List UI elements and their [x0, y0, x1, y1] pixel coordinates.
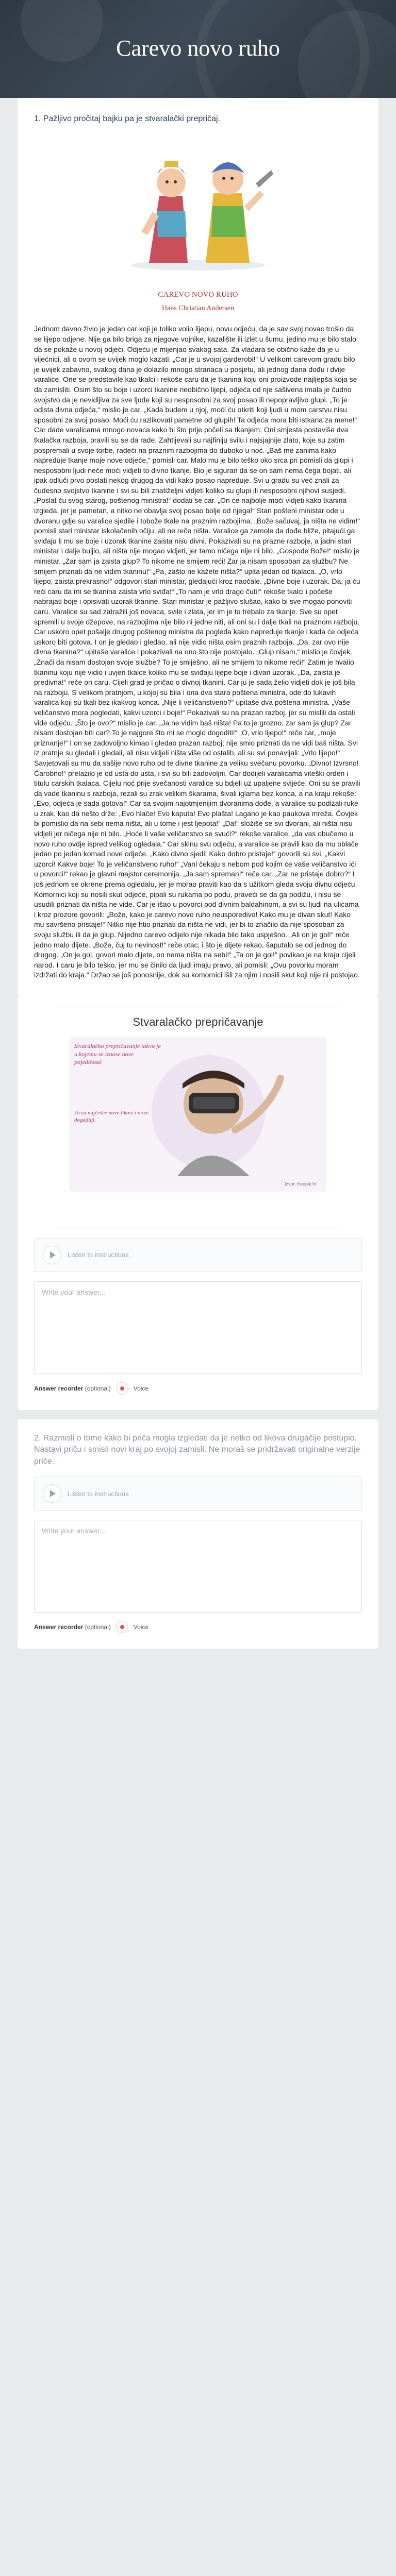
- poster-image: [54, 1006, 342, 1228]
- play-icon: [50, 1490, 56, 1497]
- answer-recorder-2: [34, 1621, 362, 1633]
- page-content: [18, 98, 378, 1649]
- task-card-1: [18, 98, 378, 996]
- listen-label: Listen to instructions: [68, 1251, 129, 1259]
- record-icon: [120, 1386, 124, 1391]
- listen-instructions[interactable]: [34, 1238, 362, 1272]
- answer-input-2[interactable]: [34, 1520, 362, 1613]
- task-2-question: 2. Razmisli o tome kako bi priča mogla izgledati da je netko od likova drugačije postupio. Nastavi priču i smisli novi kraj po svojoj zamisli. Ne moraš se pridržavati originalne verzije priče.: [34, 1433, 360, 1466]
- listen-label-2: Listen to instructions: [68, 1489, 129, 1498]
- listen-instructions-2[interactable]: [34, 1477, 362, 1511]
- story-body: [34, 324, 362, 980]
- record-button-2[interactable]: [116, 1621, 128, 1633]
- record-icon: [120, 1625, 124, 1629]
- answer-placeholder-2: Write your answer...: [42, 1527, 106, 1535]
- page-title: Carevo novo ruho: [116, 36, 280, 61]
- voice-label-2: Voice: [133, 1623, 149, 1631]
- story-author: Hans Christian Andersen: [162, 304, 234, 313]
- poster-heading: Stvaralačko prepričavanje: [133, 1015, 263, 1028]
- poster-card: [18, 996, 378, 1410]
- poster-caption: Izvor: freepik.hr: [284, 1181, 317, 1187]
- story-title: CAREVO NOVO RUHO: [158, 291, 238, 299]
- poster-text-a: Stvaralačko prepričavanje takvo je u kojemu se iznose nove pojedinosti: [74, 1042, 161, 1066]
- record-button[interactable]: [116, 1382, 128, 1395]
- play-icon: [50, 1251, 56, 1259]
- answer-input[interactable]: [34, 1281, 362, 1374]
- poster-text-b: To su najčešće nove likovi i nove događaji.: [74, 1109, 148, 1124]
- voice-label: Voice: [133, 1384, 149, 1392]
- answer-placeholder: Write your answer...: [42, 1287, 106, 1296]
- task-card-2: [18, 1419, 378, 1649]
- page-header: [0, 0, 396, 98]
- recorder-label: Answer recorder (optional): [34, 1384, 111, 1392]
- emperor-illustration: [121, 134, 275, 273]
- task-1-question: 1. Pažljivo pročitaj bajku pa je stvaralački prepričaj.: [34, 114, 221, 123]
- play-button-2[interactable]: [43, 1484, 61, 1503]
- play-button[interactable]: [43, 1246, 61, 1264]
- answer-recorder: [34, 1382, 362, 1395]
- recorder-label-2: Answer recorder (optional): [34, 1623, 111, 1631]
- story-text: Jednom davno živio je jedan car koji je toliko volio lijepu, novu odjeću, da je sav svoj novac trošio da se lijepo odjene. Nije ga bilo briga za njegove vojnike, kazalište ili izlet u šumu, jedino mu je bilo stalo da se pokaže u novoj odjeći. Odjeću je mijenjao svakog sata. Za vladara se obično kaže da je u vijećnici, ali o ovom se uvijek moglo kazati: „Car je u svojoj garderobi!“ U velikom carevom gradu bilo je uvijek zabavno, svakog dana je dolazilo mnogo stranaca u posjetu, ali jednog dana dođu i dvije varalice. One se predstavile kao tkalci i rekoše caru da je tkanina koju oni proizvode najljepša koja se da zamisliti. Osim što su boje i uzorci tkanine neobično lijepi, odjeća od nje sašivena imala je čudno svojstvo da je nevidljiva za sve ljude koji su nesposobni za svoj posao ili nepopravljivo glupi. „To je odista divna odjeća,“ mislio je car. „Kada budem u njoj, moći ću otkriti koji ljudi u mom carstvu nisu sposobni za svoj posao. Moći ću razlikovati pametne od glupih! Ta odjeća mora biti istkana za mene!“ Car dade varalicama mnogo novaca kako bi što prije počeli sa tkanjem. Oni smjesta postaviše dva tkalačka razboja, pravili su se da rade. Zahtijevali su najfiniju svilu i najsjajnije zlato, koje su zatim pospremali u svoje torbe, radeći na praznim razbojima do duboko u noć. „Baš me zanima kako napreduje tkanje moje nove odjeće,“ pomisli car. Malo mu je bilo teško oko srca pri pomisli da glupi i nesposobni ljudi neće moći vidjeti to divno tkanje. Bio je siguran da se on sam nema čega bojati, ali ipak odluči prvo poslati nekog drugog da vidi kako posao napreduje. Svi u gradu su već znali za čudesno svojstvo tkanine i svi su bili znatiželjni vidjeti koliko su glupi ili nesposobni njihovi susjedi. „Poslat ću svog starog, poštenog ministra!“ dodati se car. „On će najbolje moći vidjeti kako tkanina izgleda, jer je pametan, a nitko ne obavlja svoj posao bolje od njega!“ Stari pošteni ministar ode u dvoranu gdje su varalice sjedile i tobože tkale na praznim razbojima. „Bože sačuvaj, ja ništa ne vidim!“ pomisli stari ministar iskolačenih očiju, ali ne reče ništa. Varalice ga zamole da dođe bliže, pitajući ga sviđaju li mu se boje i uzorak tkanine zaista nisu divni. Pokazivali su na prazne razboje, a jadni stari ministar i dalje buljio, ali ništa nije mogao vidjeti, jer tamo ničega nije ni bilo. „Gospode Bože!“ mislio je ministar. „Zar sam ja zaista glup? To nikome ne smijem reći! Zar ja nisam sposoban za službu? Ne smijem priznati da ne vidim tkaninu!“ „Pa, zašto ne kažete ništa?“ upita jedan od tkalaca. „O, vrlo lijepo, zaista prekrasno!“ odgovori stari ministar, gledajući kroz naočale. „Divne boje i uzorak. Da, ja ću reći caru da mi se tkanina zaista vrlo sviđa!“ „To nam je vrlo drago čuti!“ rekoše tkalci i počeše nabrajati boje i opisivati uzorak tkanine. Stari ministar je pažljivo slušao, kako bi sve mogao ponoviti caru. Varalice su sad zatražili još novaca, svile i zlata, jer im je to trebalo za tkanje. Sve su opet spremili u svoje džepove, na razbojima nije bilo ni jedne niti, ali oni su i dalje tkali na praznom razboju. Car uskoro opet pošalje drugog poštenog ministra da pogleda kako napreduje tkanje i kada će odjeća uskoro biti gotova. I on je gledao i gledao, ali nije vidio ništa osim praznih razboja. „Da, zar ovo nije divna tkanina?“ upitaše varalice i pokazivali na ono što nije postojalo. „Glup nisam,“ mislio je čovjek. „Znači da nisam dostojan svoje službe? To je smiješno, ali ne smijem to nikome reći!“ Zatim je hvalio tkaninu koju nije vidio i uvjeri tkalce koliko mu se sviđaju lijepe boje i divan uzorak. „Da, zaista je predivna!“ reče on caru. Cijeli grad je pričao o divnoj tkanini. Car ju je sada želio vidjeti dok je još bila na razboju. S velikom pratnjom, u kojoj su bila i ona dva stara poštena ministra, ode do lukavih varalica koji su tkali bez ikakvog konca. „Nije li veličanstveno?“ upitaše dva poštena ministra. „Vaše veličanstvo mora pogledati, kakvi uzorci i boje!“ Pokazivali su na prazan razboj, jer su mislili da ostali vide odjeću. „Što je ovo?“ mislio je car. „Ja ne vidim baš ništa! Pa to je grozno, zar sam ja glup? Zar nisam dostojan biti car? To je najgore što mi se moglo dogoditi!“ „O, vrlo lijepo!“ reče car, „moje priznanje!“ I on se zadovoljno kimao i gledao prazan razboj; nije smio priznati da ne vidi baš ništa. Svi iz pratnje su gledali i gledali, ali nisu vidjeli ništa više od ostalih, ali su svi ponavljali: „Vrlo lijepo!“ Savjetovali su mu da sašije novo ruho od te divne tkanine za veliku svečanu povorku. „Divno! Izvrsno! Čarobno!“ prelazilo je od usta do usta, i svi su bili zadovoljni. Car dodijeli varalicama viteški orden i titulu carskih tkalaca. Cijelu noć prije svečanosti varalice su bdjeli uz upaljene svijeće. Oni su se pravili da vade tkaninu s razboja, rezali su zrak velikim škarama, šivali iglama bez konca, a na kraju rekoše: „Evo, odjeća je sada gotova!“ Car sa svojim najotmjenijim dvoranima dođe, a varalice su podizali ruke u zrak, kao da nešto drže: „Evo hlače! Evo kaputa! Evo plašta! Lagano je kao paukova mreža. Čovjek bi pomislio da na sebi nema ništa, ali u tome i jest ljepota!“ „Da!“ složiše se svi dvorani, ali ništa nisu vidjeli jer ničega nije ni bilo. „Hoće li vaše veličanstvo se svući?“ rekoše varalice, „da vas obučemo u novo ruho ovdje ispred velikog ogledala.“ Car skinu svu odjeću, a varalice se pravili kao da mu oblače jedan po jedan komad nove odjeće. „Kako divno sjedi! Kako dobro pristaje!“ govorili su svi. „Kakvi uzorci! Kakve boje! To je veličanstveno ruho!“ „Vani čekaju s nebom pod kojim će vaše veličanstvo ići u povorci!“ rekao je glavni majstor ceremonija. „Ja sam spreman!“ reče car. „Zar ne pristaje dobro?“ I još jednom se okrene prema ogledalu, jer je morao praviti kao da s užitkom gleda svoju divnu odjeću. Komornici koji su nosili skut odjeće, pipali su rukama po podu, praveći se da ga podižu, i nisu se usudili priznati da ništa ne vide. Car je išao u povorci pod divnim baldahinom, a svi su ljudi na ulicama i kroz prozore govorili: „Bože, kako je carevo novo ruho neusporedivo! Kako mu je divan skut! Kako mu savršeno pristaje!“ Nitko nije htio priznati da ništa ne vidi, jer bi to značilo da nije sposoban za svoju službu ili da je glup. Nijedno carevo odijelo nije nikada bilo tako uspješno. „Ali on je gol!“ reče jedno malo dijete. „Bože, čuj tu nevinost!“ reče otac; i što je dijete rekao, šaputalo se od jednog do drugog. „On je gol, govori malo dijete, on nema ništa na sebi!“ „Ta on je gol!“ povikao je na kraju cijeli narod. I caru je bilo teško, jer mu se činilo da ljudi imaju pravo, ali pomisli: „Ovu povorku moram izdržati do kraja.“ Držao se još ponosnije, dok su komornici išli za njim i nosili skut koji nije ni postojao.: [34, 325, 360, 979]
